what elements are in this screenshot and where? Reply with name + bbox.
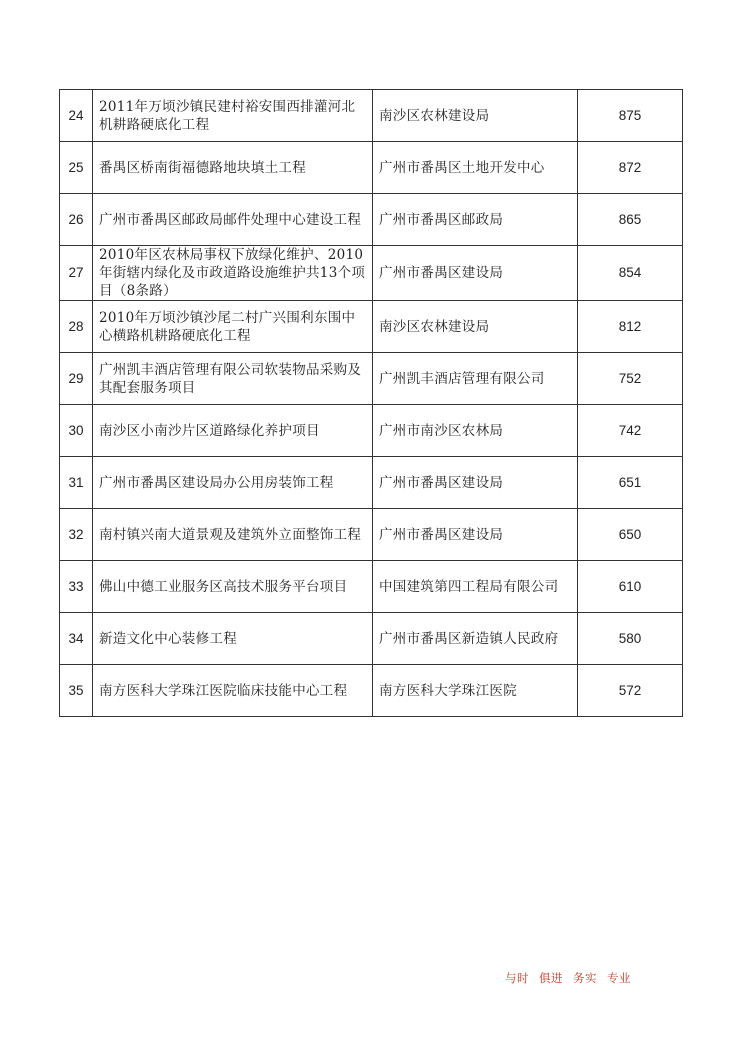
project-name: 南方医科大学珠江医院临床技能中心工程 [93, 665, 373, 717]
project-name: 新造文化中心装修工程 [93, 613, 373, 665]
project-name: 南村镇兴南大道景观及建筑外立面整饰工程 [93, 509, 373, 561]
contract-amount: 572 [578, 665, 683, 717]
table-row [60, 142, 683, 194]
construction-unit: 中国建筑第四工程局有限公司 [373, 561, 578, 613]
contract-amount: 580 [578, 613, 683, 665]
footer-word: 务实 [573, 971, 597, 985]
table-row [60, 561, 683, 613]
contract-amount: 650 [578, 509, 683, 561]
row-number: 27 [60, 246, 93, 301]
table-row [60, 457, 683, 509]
contract-amount: 865 [578, 194, 683, 246]
contract-amount: 854 [578, 246, 683, 301]
construction-unit: 广州市南沙区农林局 [373, 405, 578, 457]
footer-word: 俱进 [539, 971, 563, 985]
construction-unit: 广州市番禺区邮政局 [373, 194, 578, 246]
construction-unit: 广州凯丰酒店管理有限公司 [373, 353, 578, 405]
row-number: 26 [60, 194, 93, 246]
project-name: 2011年万顷沙镇民建村裕安围西排灌河北机耕路硬底化工程 [93, 90, 373, 142]
footer-slogan [505, 970, 641, 986]
contract-amount: 610 [578, 561, 683, 613]
contract-amount: 742 [578, 405, 683, 457]
row-number: 29 [60, 353, 93, 405]
construction-unit: 广州市番禺区建设局 [373, 509, 578, 561]
project-name: 2010年区农林局事权下放绿化维护、2010年街辖内绿化及市政道路设施维护共13个项目（8条路） [93, 246, 373, 301]
row-number: 35 [60, 665, 93, 717]
footer-word: 与时 [505, 971, 529, 985]
row-number: 34 [60, 613, 93, 665]
row-number: 25 [60, 142, 93, 194]
row-number: 30 [60, 405, 93, 457]
construction-unit: 南沙区农林建设局 [373, 301, 578, 353]
table-row [60, 665, 683, 717]
table-row [60, 353, 683, 405]
construction-unit: 广州市番禺区土地开发中心 [373, 142, 578, 194]
table-row [60, 405, 683, 457]
project-name: 2010年万顷沙镇沙尾二村广兴围利东围中心横路机耕路硬底化工程 [93, 301, 373, 353]
construction-unit: 南方医科大学珠江医院 [373, 665, 578, 717]
project-name: 广州市番禺区邮政局邮件处理中心建设工程 [93, 194, 373, 246]
contract-amount: 875 [578, 90, 683, 142]
table-row [60, 301, 683, 353]
project-name: 南沙区小南沙片区道路绿化养护项目 [93, 405, 373, 457]
table-row [60, 194, 683, 246]
row-number: 31 [60, 457, 93, 509]
row-number: 32 [60, 509, 93, 561]
footer-word: 专业 [607, 971, 631, 985]
contract-amount: 651 [578, 457, 683, 509]
project-name: 佛山中德工业服务区高技术服务平台项目 [93, 561, 373, 613]
table-row [60, 90, 683, 142]
construction-unit: 广州市番禺区新造镇人民政府 [373, 613, 578, 665]
construction-unit: 广州市番禺区建设局 [373, 457, 578, 509]
project-name: 广州凯丰酒店管理有限公司软装物品采购及其配套服务项目 [93, 353, 373, 405]
contract-amount: 812 [578, 301, 683, 353]
contract-amount: 752 [578, 353, 683, 405]
contract-amount: 872 [578, 142, 683, 194]
table-row [60, 509, 683, 561]
row-number: 24 [60, 90, 93, 142]
row-number: 28 [60, 301, 93, 353]
table-row [60, 246, 683, 301]
table-row [60, 613, 683, 665]
project-table [59, 89, 683, 717]
row-number: 33 [60, 561, 93, 613]
project-name: 广州市番禺区建设局办公用房装饰工程 [93, 457, 373, 509]
project-name: 番禺区桥南街福德路地块填土工程 [93, 142, 373, 194]
construction-unit: 广州市番禺区建设局 [373, 246, 578, 301]
construction-unit: 南沙区农林建设局 [373, 90, 578, 142]
